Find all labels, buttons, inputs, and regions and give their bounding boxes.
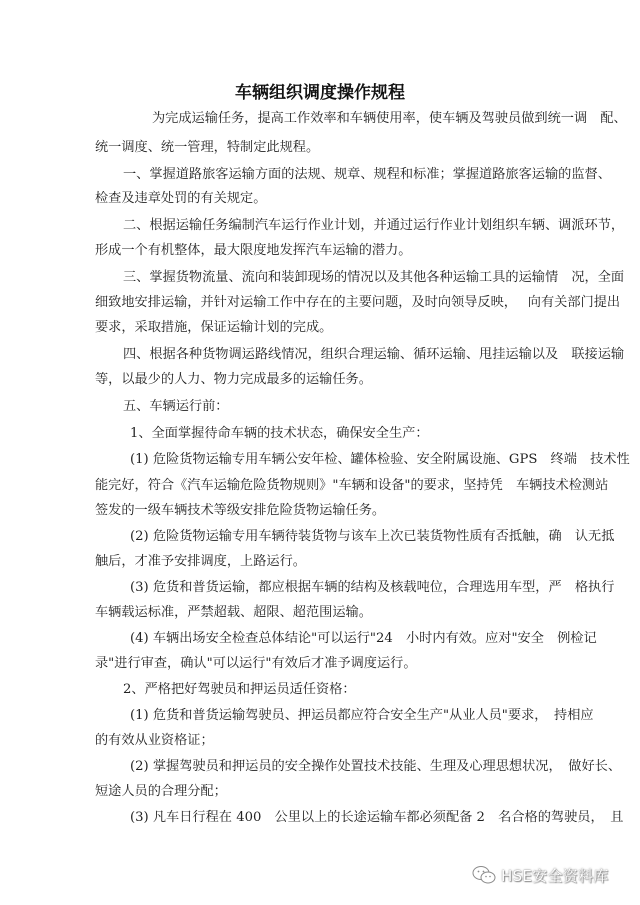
paragraph-line: 能完好，符合《汽车运输危险货物规则》"车辆和设备"的要求，坚持凭 车辆技术检测站 <box>95 478 609 493</box>
paragraph-line: (2) 掌握驾驶员和押运员的安全操作处置技术技能、生理及心理思想状况， 做好长、 <box>130 759 622 774</box>
paragraph-line: 签发的一级车辆技术等级安排危险货物运输任务。 <box>95 503 386 518</box>
paragraph-line: 五、车辆运行前： <box>123 399 229 414</box>
paragraph-line: 2、严格把好驾驶员和押运员适任资格： <box>123 682 356 697</box>
paragraph-line: (1) 危货和普货运输驾驶员、押运员都应符合安全生产"从业人员"要求， 持相应 <box>130 708 594 723</box>
paragraph-line: 的有效从业资格证； <box>95 733 214 748</box>
paragraph-line: (3) 危货和普货运输，都应根据车辆的结构及核载吨位，合理选用车型，严 格执行 <box>130 580 615 595</box>
paragraph-line: 录"进行审查，确认"可以运行"有效后才准予调度运行。 <box>95 656 417 671</box>
paragraph-line: 二、根据运输任务编制汽车运行作业计划，并通过运行作业计划组织车辆、调派环节， <box>123 218 625 233</box>
paragraph-line: 四、根据各种货物调运路线情况，组织合理运输、循环运输、甩挂运输以及 联接运输 <box>123 347 625 362</box>
paragraph-line: (4) 车辆出场安全检查总体结论"可以运行"24 小时内有效。应对"安全 例检记 <box>130 631 597 646</box>
paragraph-line: 检查及违章处罚的有关规定。 <box>95 191 267 206</box>
paragraph-line: 一、掌握道路旅客运输方面的法规、规章、规程和标准；掌握道路旅客运输的监督、 <box>123 167 611 182</box>
paragraph-line: 等，以最少的人力、物力完成最多的运输任务。 <box>95 372 372 387</box>
watermark <box>472 864 609 886</box>
paragraph-line: 要求，采取措施，保证运输计划的完成。 <box>95 320 333 335</box>
paragraph-line: (2) 危险货物运输专用车辆待装货物与该车上次已装货物性质有否抵触，确 认无抵 <box>130 529 615 544</box>
paragraph-line: 短途人员的合理分配； <box>95 784 227 799</box>
paragraph-line: 细致地安排运输，并针对运输工作中存在的主要问题，及时向领导反映， 向有关部门提出 <box>95 295 621 310</box>
document-title: 车辆组织调度操作规程 <box>235 83 405 103</box>
paragraph-line: 1、全面掌握待命车辆的技术状态，确保安全生产： <box>130 426 429 441</box>
paragraph-line: 触后，才准予安排调度，上路运行。 <box>95 554 306 569</box>
paragraph-line: 车辆载运标准，严禁超载、超限、超范围运输。 <box>95 605 372 620</box>
paragraph-line: 为完成运输任务，提高工作效率和车辆使用率，使车辆及驾驶员做到统一调 配、 <box>152 111 627 126</box>
paragraph-line: 三、掌握货物流量、流向和装卸现场的情况以及其他各种运输工具的运输情 况，全面 <box>123 270 625 285</box>
wechat-icon <box>472 865 496 885</box>
paragraph-line: 形成一个有机整体，最大限度地发挥汽车运输的潜力。 <box>95 243 412 258</box>
paragraph-line: (3) 凡车日行程在 400 公里以上的长途运输车都必须配备 2 名合格的驾驶员， 且 <box>130 810 624 825</box>
watermark-text: HSE安全资料库 <box>501 866 609 885</box>
paragraph-line: (1) 危险货物运输专用车辆公安年检、罐体检验、安全附属设施、GPS 终端 技术性 <box>130 452 630 467</box>
paragraph-line: 统一调度、统一管理，特制定此规程。 <box>95 140 320 155</box>
